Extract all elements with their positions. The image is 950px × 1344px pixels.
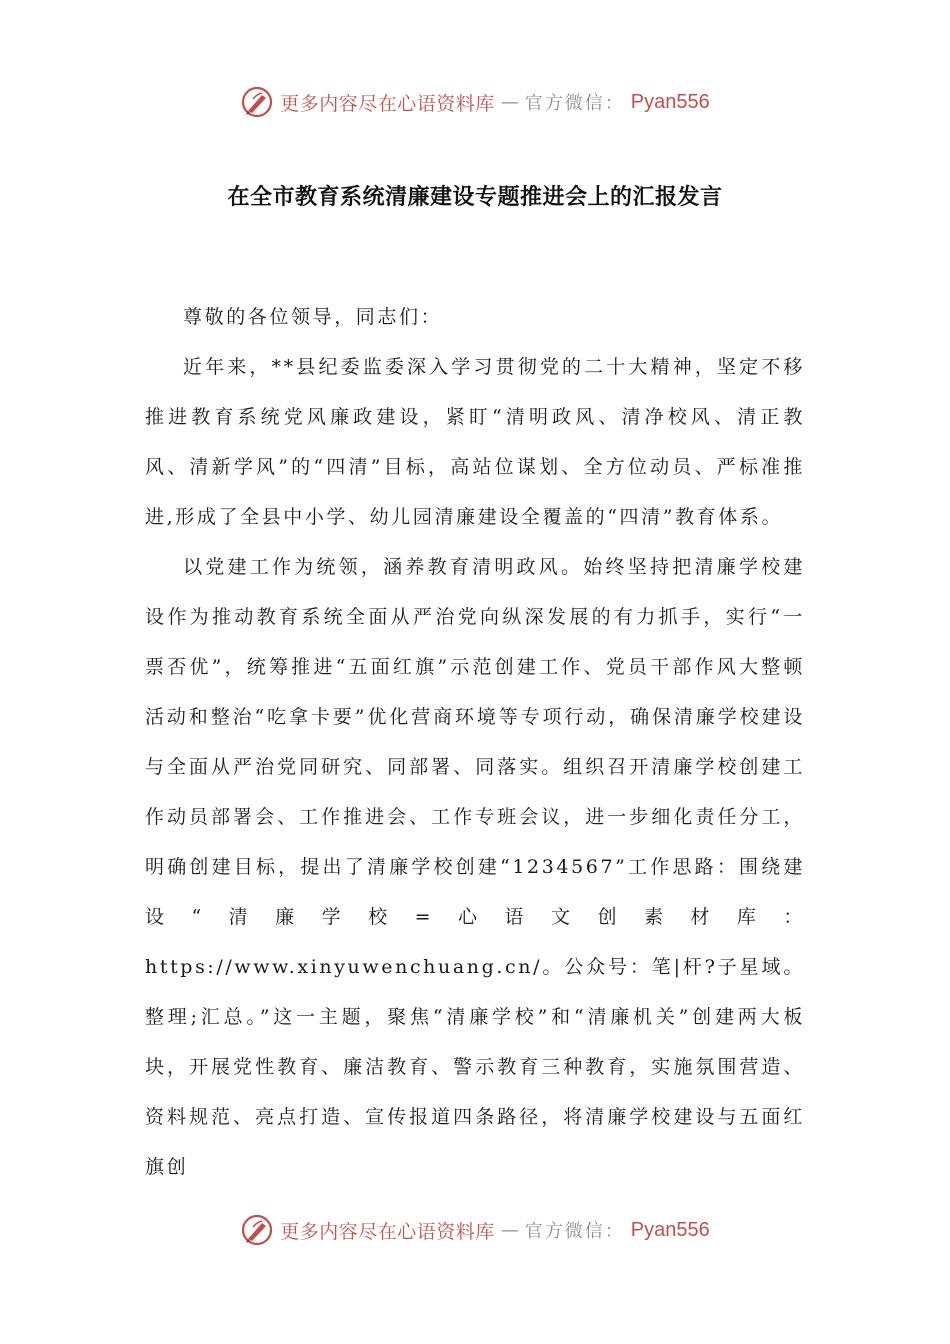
salutation: 尊敬的各位领导，同志们： xyxy=(183,306,443,328)
banner-wechat-label: 官方微信： xyxy=(524,1221,625,1242)
pen-logo-icon xyxy=(240,85,274,119)
banner-wechat-id: Pyan556 xyxy=(630,90,710,113)
banner-wechat-id: Pyan556 xyxy=(630,1218,710,1241)
paragraph: 以党建工作为统领，涵养教育清明政风。始终坚持把清廉学校建设作为推动教育系统全面从严治党向纵深发展的有力抓手，实行“一票否优”，统筹推进“五面红旗”示范创建工作、党员干部作风大整顿活动和整治“吃拿卡要”优化营商环境等专项行动，确保清廉学校建设与全面从严治党同研究、同部署、同落实。组织召开清廉学校创建工作动员部署会、工作推进会、工作专班会议，进一步细化责任分工，明确创建目标，提出了清廉学校创建“1234567”工作思路：围绕建设“清廉学校=心语文创素材库：https://www.xinyuwenchuang.cn/。公众号：笔|杆?子星域。整理;汇总。”这一主题，聚焦“清廉学校”和“清廉机关”创建两大板块，开展党性教育、廉洁教育、警示教育三种教育，实施氛围营造、资料规范、亮点打造、宣传报道四条路径，将清廉学校建设与五面红旗创 xyxy=(145,556,805,1178)
document-body xyxy=(145,292,805,1192)
banner-dash: — xyxy=(500,91,519,113)
paragraph: 近年来，**县纪委监委深入学习贯彻党的二十大精神，坚定不移推进教育系统党风廉政建设，紧盯“清明政风、清净校风、清正教风、清新学风”的“四清”目标，高站位谋划、全方位动员、严标准推进,形成了全县中小学、幼儿园清廉建设全覆盖的“四清”教育体系。 xyxy=(145,356,805,528)
pen-logo-icon xyxy=(240,1213,274,1247)
banner-dash: — xyxy=(500,1219,519,1241)
banner-main-text: 更多内容尽在心语资料库 xyxy=(280,92,495,115)
header-watermark-banner xyxy=(0,82,950,122)
footer-watermark-banner xyxy=(0,1210,950,1250)
document-title: 在全市教育系统清廉建设专题推进会上的汇报发言 xyxy=(227,185,723,210)
banner-wechat-label: 官方微信： xyxy=(524,93,625,114)
banner-main-text: 更多内容尽在心语资料库 xyxy=(280,1220,495,1243)
